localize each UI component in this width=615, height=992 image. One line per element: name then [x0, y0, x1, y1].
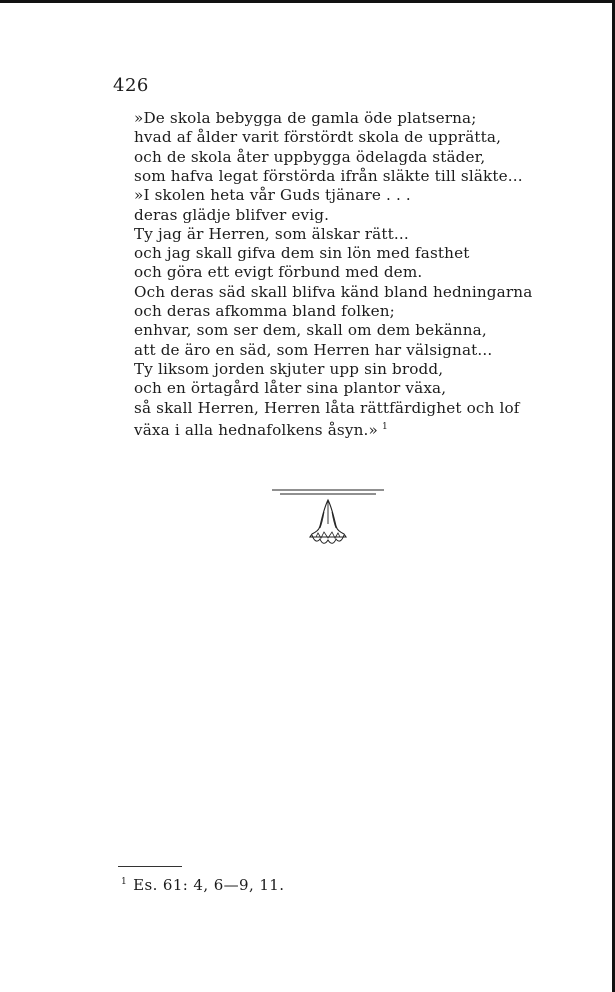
poem-line-text: växa i alla hednafolkens åsyn.» [134, 420, 378, 439]
poem-line-last [134, 418, 388, 439]
footnote-reference: 1 [381, 421, 388, 432]
poem-line: enhvar, som ser dem, skall om dem bekänna, [134, 321, 487, 340]
page-number: 426 [113, 75, 149, 96]
poem-line: »De skola bebygga de gamla öde platserna; [134, 109, 477, 127]
poem-line: så skall Herren, Herren låta rättfärdighet och lof [134, 398, 520, 417]
footnote-mark: 1 [121, 877, 128, 887]
poem-line: som hafva legat förstörda ifrån släkte till släkte... [134, 166, 523, 185]
poem-line: och deras afkomma bland folken; [134, 302, 395, 320]
page-edge-top [0, 0, 612, 3]
footnote-divider [118, 866, 182, 867]
poem-line: och en örtagård låter sina plantor växa, [134, 379, 447, 398]
ornament-vignette-icon [270, 488, 386, 550]
poem-line: deras glädje blifver evig. [134, 205, 330, 224]
poem-line: Och deras säd skall blifva känd bland hedningarna [134, 282, 533, 301]
poem-line: »I skolen heta vår Guds tjänare . . . [134, 186, 411, 205]
poem-line: och jag skall gifva dem sin lön med fasthet [134, 244, 470, 263]
poem-line: och de skola åter uppbygga ödelagda städer, [134, 147, 486, 166]
poem-line: Ty liksom jorden skjuter upp sin brodd, [134, 359, 444, 378]
footnote-text: Es. 61: 4, 6—9, 11. [133, 876, 285, 894]
poem-line: Ty jag är Herren, som älskar rätt... [134, 224, 409, 243]
poem-line: hvad af ålder varit förstördt skola de upprätta, [134, 128, 502, 147]
poem-line: och göra ett evigt förbund med dem. [134, 263, 423, 282]
footnote [121, 876, 284, 894]
poem-line: att de äro en säd, som Herren har välsignat... [134, 340, 493, 359]
